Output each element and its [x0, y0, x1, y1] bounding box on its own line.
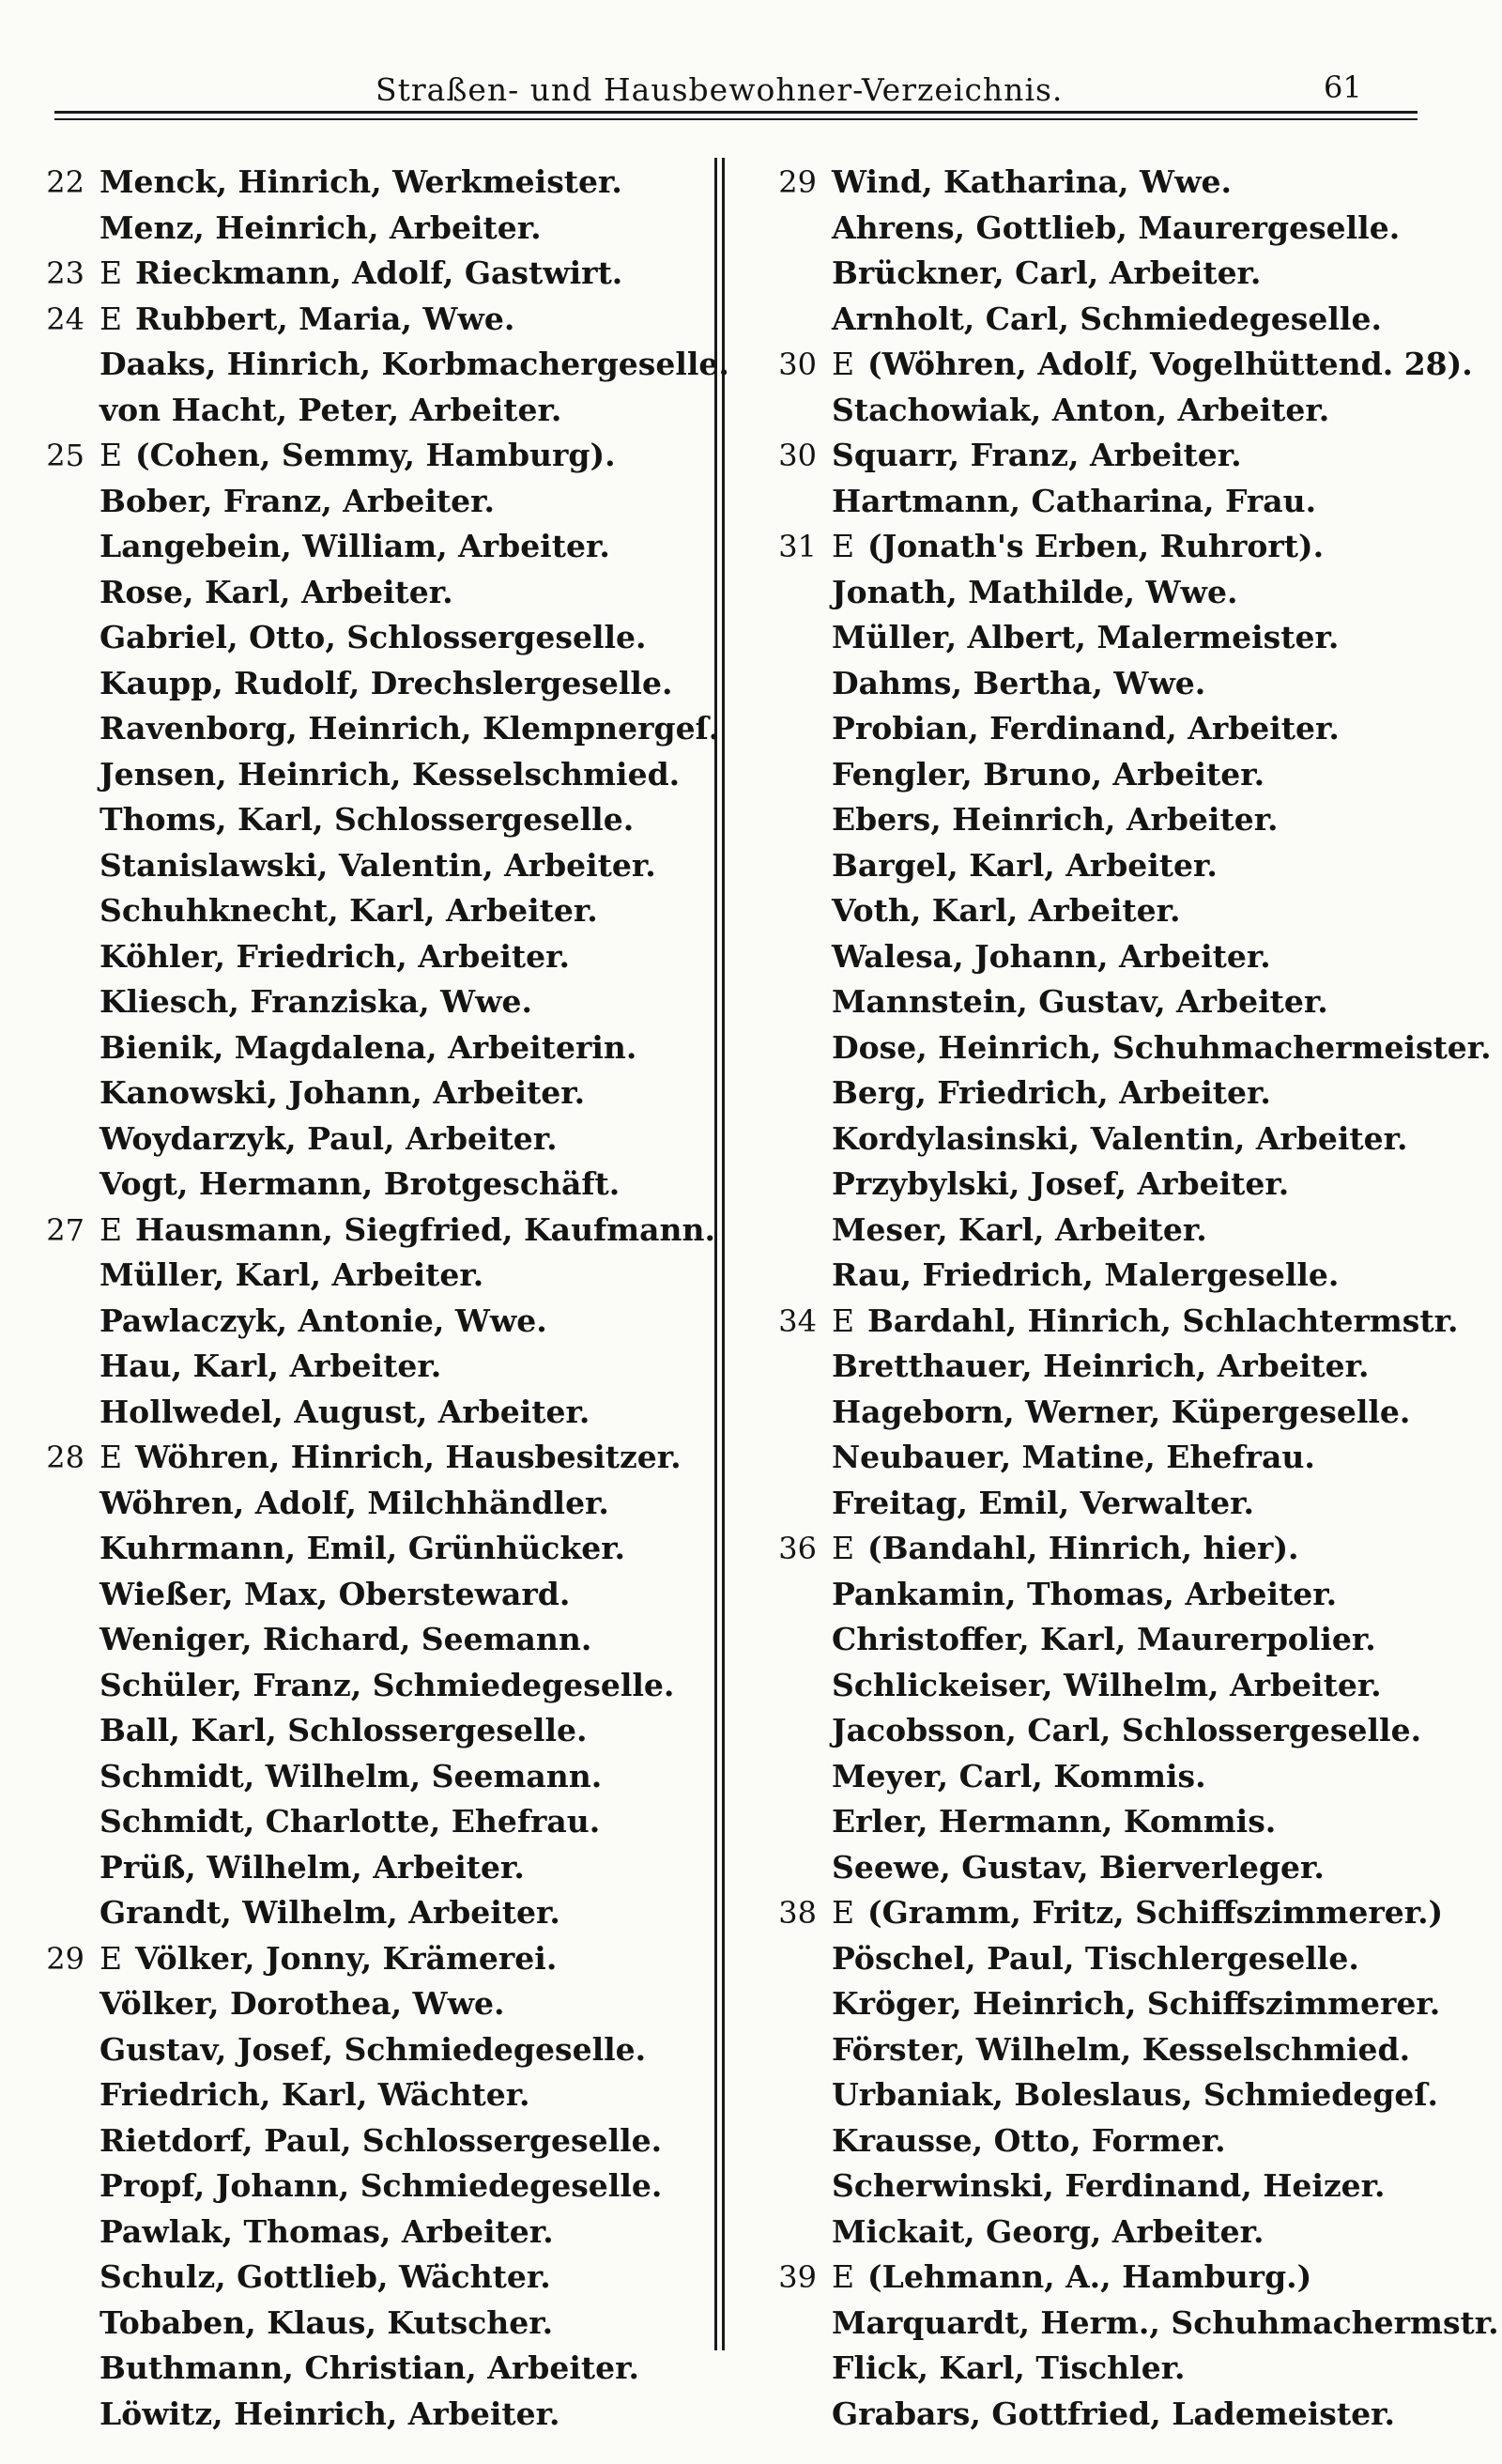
resident-text: Pawlak, Thomas, Arbeiter.	[100, 2212, 554, 2250]
directory-entry	[19, 797, 713, 843]
resident-text: Pankamin, Thomas, Arbeiter.	[832, 1575, 1338, 1612]
directory-entry	[19, 1890, 713, 1936]
resident-text: (Jonath's Erben, Ruhrort).	[867, 528, 1325, 564]
directory-entry	[19, 2210, 713, 2256]
owner-marker: E	[832, 528, 855, 564]
directory-entry	[751, 1890, 1493, 1936]
owner-marker: E	[100, 1439, 123, 1475]
resident-text: Jensen, Heinrich, Kesselschmied.	[100, 755, 681, 793]
directory-entry	[19, 1253, 713, 1299]
resident-text: Rose, Karl, Arbeiter.	[100, 573, 453, 610]
resident-text: Daaks, Hinrich, Korbmachergeselle.	[100, 346, 729, 382]
directory-entry	[751, 1708, 1493, 1754]
directory-entry	[19, 2392, 713, 2438]
directory-entry	[751, 2118, 1493, 2164]
house-number: 38	[778, 1895, 817, 1931]
resident-text: Bretthauer, Heinrich, Arbeiter.	[832, 1348, 1370, 1384]
resident-text: Meyer, Carl, Kommis.	[832, 1757, 1206, 1794]
resident-text: Grandt, Wilhelm, Arbeiter.	[100, 1894, 560, 1931]
resident-text: Arnholt, Carl, Schmiedegeselle.	[832, 300, 1382, 337]
directory-entry	[751, 1435, 1493, 1481]
resident-text: Hausmann, Siegfried, Kaufmann.	[135, 1210, 716, 1248]
directory-entry	[751, 1070, 1493, 1116]
header-rule-top	[54, 111, 1418, 114]
owner-marker: E	[100, 1210, 123, 1248]
resident-text: Kanowski, Johann, Arbeiter.	[100, 1074, 586, 1111]
resident-text: Pawlaczyk, Antonie, Wwe.	[100, 1301, 547, 1339]
resident-text: Stanislawski, Valentin, Arbeiter.	[100, 846, 656, 884]
directory-entry	[19, 752, 713, 798]
house-number: 30	[778, 438, 817, 473]
directory-entry	[751, 1253, 1493, 1299]
page-number: 61	[1324, 69, 1362, 105]
owner-marker: E	[100, 1939, 123, 1977]
resident-text: Ravenborg, Heinrich, Klempnergeſ.	[100, 710, 720, 747]
directory-entry	[19, 843, 713, 889]
directory-entry	[19, 706, 720, 752]
directory-entry	[19, 1981, 713, 2027]
resident-text: Flick, Karl, Tischler.	[832, 2349, 1186, 2386]
resident-text: Völker, Jonny, Krämerei.	[135, 1939, 558, 1977]
resident-text: (Gramm, Fritz, Schiffszimmerer.)	[867, 1894, 1444, 1931]
resident-text: Kliesch, Franziska, Wwe.	[100, 983, 533, 1020]
directory-entry	[19, 1025, 713, 1071]
directory-entry	[751, 342, 1493, 388]
directory-entry	[751, 433, 1493, 479]
resident-text: Schmidt, Charlotte, Ehefrau.	[100, 1803, 601, 1840]
directory-entry	[751, 2301, 1499, 2347]
directory-entry	[751, 2346, 1493, 2392]
resident-text: Propf, Johann, Schmiedegeselle.	[100, 2167, 663, 2204]
directory-entry	[751, 1754, 1493, 1800]
resident-text: Schmidt, Wilhelm, Seemann.	[100, 1757, 603, 1794]
directory-entry	[19, 2118, 713, 2164]
resident-text: Gabriel, Otto, Schlossergeselle.	[100, 619, 647, 655]
directory-entry	[19, 1754, 713, 1800]
directory-entry	[19, 1481, 713, 1527]
directory-entry	[19, 2072, 713, 2118]
resident-text: Meser, Karl, Arbeiter.	[832, 1210, 1207, 1248]
resident-text: Bargel, Karl, Arbeiter.	[832, 846, 1218, 884]
directory-entry	[19, 2301, 713, 2347]
resident-text: Hageborn, Werner, Küpergeselle.	[832, 1393, 1411, 1430]
resident-text: Löwitz, Heinrich, Arbeiter.	[100, 2395, 560, 2432]
directory-entry	[19, 615, 713, 661]
resident-text: Mannstein, Gustav, Arbeiter.	[832, 983, 1328, 1020]
directory-entry	[751, 1663, 1493, 1709]
resident-text: Probian, Ferdinand, Arbeiter.	[832, 710, 1340, 747]
resident-text: Wöhren, Adolf, Milchhändler.	[100, 1484, 609, 1521]
resident-text: Bienik, Magdalena, Arbeiterin.	[100, 1028, 637, 1066]
house-number: 29	[46, 1940, 84, 1977]
directory-entry	[19, 1344, 713, 1390]
resident-text: Friedrich, Karl, Wächter.	[100, 2076, 530, 2113]
directory-entry	[19, 1116, 713, 1163]
resident-text: Prüß, Wilhelm, Arbeiter.	[100, 1848, 525, 1886]
resident-text: (Cohen, Semmy, Hamburg).	[135, 437, 616, 473]
resident-text: Erler, Hermann, Kommis.	[832, 1803, 1277, 1840]
directory-entry	[19, 524, 713, 570]
directory-entry	[751, 934, 1493, 980]
directory-entry	[751, 1572, 1493, 1618]
resident-text: Squarr, Franz, Arbeiter.	[832, 437, 1242, 473]
directory-entry	[19, 479, 713, 525]
house-number: 39	[778, 2259, 817, 2295]
directory-entry	[19, 1208, 716, 1254]
house-number: 34	[778, 1302, 817, 1339]
directory-entry	[19, 570, 713, 616]
directory-entry	[751, 297, 1493, 343]
directory-entry	[751, 843, 1493, 889]
resident-text: Hau, Karl, Arbeiter.	[100, 1348, 442, 1384]
directory-entry	[751, 479, 1493, 525]
header-rule-bottom	[54, 118, 1418, 120]
resident-text: (Wöhren, Adolf, Vogelhüttend. 28).	[867, 346, 1473, 382]
directory-entry	[751, 1208, 1493, 1254]
house-number: 36	[778, 1531, 817, 1566]
resident-text: Schüler, Franz, Schmiedegeselle.	[100, 1666, 675, 1703]
resident-text: Köhler, Friedrich, Arbeiter.	[100, 937, 570, 975]
resident-text: (Lehmann, A., Hamburg.)	[867, 2258, 1312, 2295]
directory-entry	[19, 251, 713, 297]
directory-entry	[751, 1936, 1493, 1982]
directory-entry	[19, 2346, 713, 2392]
directory-entry	[751, 1845, 1493, 1891]
resident-text: Woydarzyk, Paul, Arbeiter.	[100, 1119, 558, 1157]
directory-entry	[751, 1481, 1493, 1527]
directory-entry	[751, 1344, 1493, 1390]
resident-text: Tobaben, Klaus, Kutscher.	[100, 2303, 554, 2341]
house-number: 27	[46, 1211, 84, 1248]
resident-text: Berg, Friedrich, Arbeiter.	[832, 1074, 1271, 1111]
resident-text: Schulz, Gottlieb, Wächter.	[100, 2258, 551, 2295]
directory-entry	[751, 1799, 1493, 1845]
house-number: 23	[46, 255, 84, 291]
resident-text: Ebers, Heinrich, Arbeiter.	[832, 801, 1279, 838]
resident-text: Weniger, Richard, Seemann.	[100, 1621, 592, 1657]
directory-entry	[19, 888, 713, 934]
resident-text: Kuhrmann, Emil, Grünhücker.	[100, 1530, 626, 1566]
directory-entry	[19, 2027, 713, 2073]
directory-entry	[751, 206, 1493, 252]
owner-marker: E	[832, 346, 855, 382]
resident-text: Grabars, Gottfried, Lademeister.	[832, 2395, 1395, 2432]
resident-text: Krausse, Otto, Former.	[832, 2121, 1226, 2159]
directory-entry	[19, 1572, 713, 1618]
column-divider-right-line	[722, 158, 725, 2350]
resident-text: Rietdorf, Paul, Schlossergeselle.	[100, 2121, 663, 2159]
directory-entry	[19, 1663, 713, 1709]
directory-entry	[751, 2392, 1493, 2438]
resident-text: (Bandahl, Hinrich, hier).	[867, 1530, 1299, 1566]
resident-text: Wöhren, Hinrich, Hausbesitzer.	[135, 1439, 682, 1475]
left-column	[19, 160, 729, 2437]
directory-entry	[751, 2210, 1493, 2256]
resident-text: Kröger, Heinrich, Schiffszimmerer.	[832, 1985, 1441, 2022]
directory-entry	[751, 797, 1493, 843]
directory-entry	[751, 888, 1493, 934]
directory-entry	[751, 251, 1493, 297]
directory-entry	[751, 979, 1493, 1025]
house-number: 22	[46, 164, 84, 200]
resident-text: Fengler, Bruno, Arbeiter.	[832, 755, 1265, 793]
directory-entry	[19, 433, 713, 479]
directory-entry	[19, 2164, 713, 2210]
directory-entry	[19, 1299, 713, 1345]
resident-text: Thoms, Karl, Schlossergeselle.	[100, 801, 635, 838]
resident-text: Müller, Albert, Malermeister.	[832, 619, 1340, 655]
resident-text: Freitag, Emil, Verwalter.	[832, 1484, 1254, 1521]
resident-text: Bober, Franz, Arbeiter.	[100, 482, 495, 519]
directory-entry	[19, 661, 713, 707]
directory-entry	[751, 706, 1493, 752]
directory-entry	[19, 1617, 713, 1663]
directory-entry	[751, 1390, 1493, 1436]
directory-entry	[19, 206, 713, 252]
resident-text: Müller, Karl, Arbeiter.	[100, 1256, 484, 1293]
resident-text: Hartmann, Catharina, Frau.	[832, 482, 1317, 519]
house-number: 29	[778, 164, 817, 200]
resident-text: Gustav, Josef, Schmiedegeselle.	[100, 2030, 647, 2068]
directory-entry	[19, 1845, 713, 1891]
directory-entry	[19, 1708, 713, 1754]
directory-entry	[19, 934, 713, 980]
resident-text: Buthmann, Christian, Arbeiter.	[100, 2349, 639, 2386]
owner-marker: E	[100, 437, 123, 473]
directory-entry	[19, 1936, 713, 1982]
resident-text: Bardahl, Hinrich, Schlachtermstr.	[867, 1301, 1459, 1339]
resident-text: Jonath, Mathilde, Wwe.	[832, 573, 1238, 610]
resident-text: Przybylski, Josef, Arbeiter.	[832, 1165, 1290, 1202]
resident-text: Dose, Heinrich, Schuhmachermeister.	[832, 1028, 1492, 1066]
directory-entry	[19, 1390, 713, 1436]
directory-entry	[19, 160, 713, 206]
column-divider-left-line	[714, 158, 717, 2350]
resident-text: Wießer, Max, Obersteward.	[100, 1575, 571, 1612]
directory-entry	[751, 1981, 1493, 2027]
resident-text: Walesa, Johann, Arbeiter.	[832, 937, 1271, 975]
resident-text: Menz, Heinrich, Arbeiter.	[100, 208, 542, 246]
owner-marker: E	[832, 1894, 855, 1931]
directory-entry	[19, 1070, 713, 1116]
resident-text: Brückner, Carl, Arbeiter.	[832, 254, 1262, 291]
directory-entry	[751, 570, 1493, 616]
directory-entry	[751, 1299, 1493, 1345]
directory-entry	[751, 752, 1493, 798]
resident-text: Wind, Katharina, Wwe.	[832, 163, 1232, 200]
resident-text: Schuhknecht, Karl, Arbeiter.	[100, 892, 598, 929]
resident-text: Stachowiak, Anton, Arbeiter.	[832, 391, 1330, 428]
directory-entry	[751, 1162, 1493, 1208]
directory-entry	[751, 524, 1493, 570]
resident-text: Christoffer, Karl, Maurerpolier.	[832, 1621, 1376, 1657]
resident-text: Pöschel, Paul, Tischlergeselle.	[832, 1939, 1359, 1977]
resident-text: Langebein, William, Arbeiter.	[100, 528, 610, 564]
house-number: 31	[778, 529, 817, 564]
resident-text: Hollwedel, August, Arbeiter.	[100, 1393, 590, 1430]
resident-text: Kaupp, Rudolf, Drechslergeselle.	[100, 664, 673, 701]
resident-text: Urbaniak, Boleslaus, Schmiedegeſ.	[832, 2076, 1439, 2113]
directory-entry	[751, 1526, 1493, 1572]
directory-entry	[751, 1025, 1493, 1071]
resident-text: Neubauer, Matine, Ehefrau.	[832, 1439, 1315, 1475]
directory-entry	[751, 2072, 1493, 2118]
resident-text: Jacobsson, Carl, Schlossergeselle.	[832, 1712, 1422, 1748]
page-header-title: Straßen- und Hausbewohner-Verzeichnis.	[376, 71, 1064, 108]
resident-text: Voth, Karl, Arbeiter.	[832, 892, 1181, 929]
resident-text: Rubbert, Maria, Wwe.	[135, 300, 515, 337]
directory-entry	[751, 1116, 1493, 1163]
right-column	[751, 160, 1499, 2437]
owner-marker: E	[100, 254, 123, 291]
directory-entry	[751, 1617, 1493, 1663]
house-number: 25	[46, 438, 84, 473]
owner-marker: E	[832, 2258, 855, 2295]
directory-entry	[19, 1435, 713, 1481]
resident-text: Seewe, Gustav, Bierverleger.	[832, 1848, 1325, 1886]
resident-text: Marquardt, Herm., Schuhmachermstr.	[832, 2303, 1499, 2341]
resident-text: Schlickeiser, Wilhelm, Arbeiter.	[832, 1666, 1382, 1703]
resident-text: Ahrens, Gottlieb, Maurergeselle.	[832, 208, 1401, 246]
resident-text: Rieckmann, Adolf, Gastwirt.	[135, 254, 623, 291]
resident-text: Völker, Dorothea, Wwe.	[100, 1985, 505, 2022]
directory-entry	[19, 1799, 713, 1845]
resident-text: Dahms, Bertha, Wwe.	[832, 664, 1206, 701]
directory-entry	[751, 2164, 1493, 2210]
directory-entry	[751, 615, 1493, 661]
directory-entry	[19, 297, 713, 343]
house-number: 30	[778, 346, 817, 382]
directory-entry	[19, 2255, 713, 2301]
directory-entry	[751, 661, 1493, 707]
resident-text: Scherwinski, Ferdinand, Heizer.	[832, 2167, 1386, 2204]
directory-entry	[751, 388, 1493, 434]
resident-text: von Hacht, Peter, Arbeiter.	[100, 391, 562, 428]
directory-entry	[751, 2027, 1493, 2073]
house-number: 28	[46, 1440, 84, 1475]
resident-text: Förster, Wilhelm, Kesselschmied.	[832, 2030, 1411, 2068]
resident-text: Vogt, Hermann, Brotgeschäft.	[100, 1165, 621, 1202]
owner-marker: E	[832, 1301, 855, 1339]
directory-entry	[19, 979, 713, 1025]
resident-text: Rau, Friedrich, Malergeselle.	[832, 1256, 1340, 1293]
resident-text: Mickait, Georg, Arbeiter.	[832, 2212, 1264, 2250]
resident-text: Menck, Hinrich, Werkmeister.	[100, 163, 622, 200]
owner-marker: E	[100, 300, 123, 337]
owner-marker: E	[832, 1530, 855, 1566]
directory-entry	[19, 1162, 713, 1208]
resident-text: Kordylasinski, Valentin, Arbeiter.	[832, 1119, 1408, 1157]
directory-entry	[19, 388, 713, 434]
directory-entry	[19, 342, 729, 388]
house-number: 24	[46, 300, 84, 337]
resident-text: Ball, Karl, Schlossergeselle.	[100, 1712, 588, 1748]
directory-entry	[751, 2255, 1493, 2301]
directory-entry	[19, 1526, 713, 1572]
directory-entry	[751, 160, 1493, 206]
